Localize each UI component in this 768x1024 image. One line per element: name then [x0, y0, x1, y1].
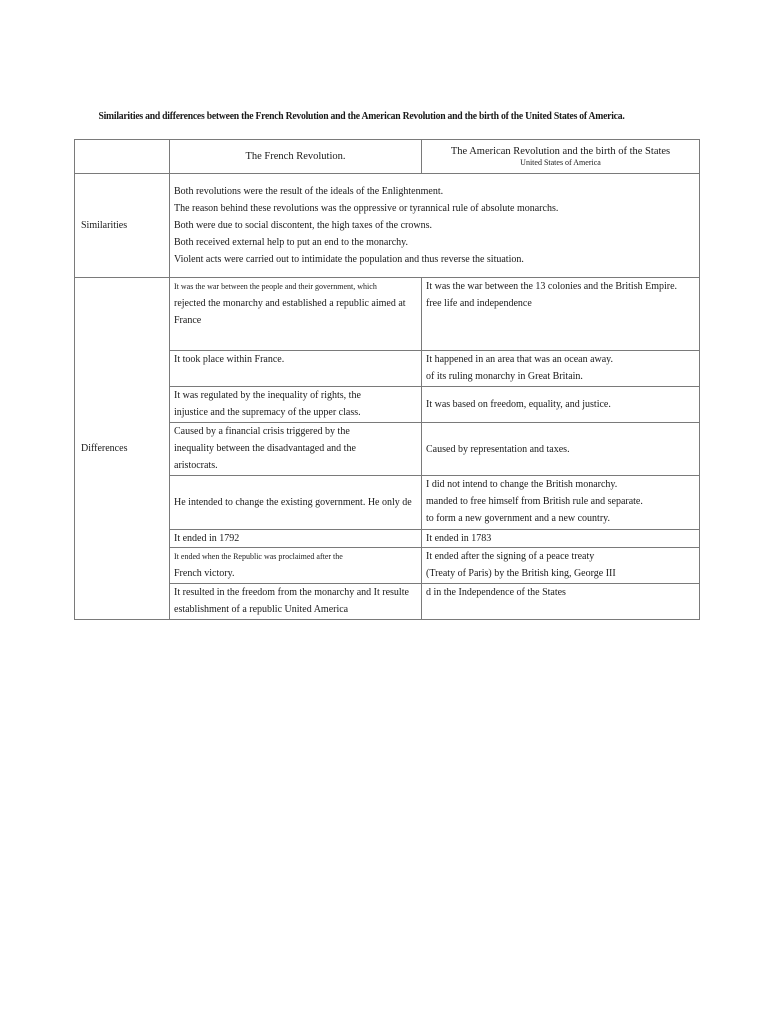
difference-text: It ended in 1783 — [426, 533, 492, 544]
difference-french-cell — [170, 423, 422, 476]
difference-french-cell — [170, 278, 422, 351]
difference-text: He intended to change the existing government. He only de — [174, 497, 412, 508]
similarity-item: The reason behind these revolutions was the oppressive or tyrannical rule of absolute monarchs. — [174, 203, 559, 214]
difference-american-cell — [422, 548, 700, 584]
difference-text: d in the Independence of the States — [426, 587, 566, 598]
difference-text: of its ruling monarchy in Great Britain. — [426, 371, 583, 382]
difference-text: France — [174, 315, 202, 326]
difference-american-cell — [422, 387, 700, 423]
difference-text: It was based on freedom, equality, and justice. — [426, 399, 611, 410]
difference-text: inequality between the disadvantaged and the — [174, 443, 356, 454]
comparison-table — [74, 139, 700, 620]
difference-american-cell — [422, 530, 700, 548]
difference-text: It took place within France. — [174, 354, 285, 365]
header-american-sub: United States of America — [520, 158, 601, 167]
similarities-cell — [170, 174, 700, 278]
document-title: Similarities and differences between the French Revolution and the American Revolution and the birth of the United States of America. — [98, 111, 625, 122]
difference-text: Caused by a financial crisis triggered by the — [174, 426, 350, 437]
difference-text: Caused by representation and taxes. — [426, 443, 570, 455]
difference-american-cell — [422, 476, 700, 530]
difference-text: (Treaty of Paris) by the British king, George III — [426, 568, 616, 579]
difference-text: aristocrats. — [174, 460, 218, 471]
difference-american-cell — [422, 278, 700, 351]
difference-french-cell — [170, 476, 422, 530]
row-label-differences: Differences — [75, 278, 170, 620]
difference-french-cell — [170, 387, 422, 423]
difference-text: I did not intend to change the British monarchy. — [426, 479, 618, 490]
difference-text: rejected the monarchy and established a republic aimed at — [174, 298, 406, 309]
difference-text: It ended in 1792 — [174, 533, 240, 544]
difference-american-cell — [422, 351, 700, 387]
difference-text: It was regulated by the inequality of rights, the — [174, 390, 361, 401]
difference-text: It resulted in the freedom from the monarchy and It resulte — [174, 587, 409, 598]
row-label-similarities: Similarities — [75, 174, 170, 278]
similarity-item: Both revolutions were the result of the ideals of the Enlightenment. — [174, 186, 444, 197]
difference-text: It happened in an area that was an ocean away. — [426, 354, 614, 365]
header-american-main: The American Revolution and the birth of the States — [450, 146, 671, 157]
similarity-item: Violent acts were carried out to intimidate the population and thus reverse the situation. — [174, 254, 524, 265]
header-american-revolution — [422, 140, 700, 174]
similarity-item: Both were due to social discontent, the high taxes of the crowns. — [174, 220, 432, 231]
difference-french-cell — [170, 530, 422, 548]
difference-french-cell — [170, 351, 422, 387]
difference-american-cell — [422, 584, 700, 620]
difference-text: It ended when the Republic was proclaimed after the — [174, 552, 343, 561]
difference-american-cell — [422, 423, 700, 476]
difference-text: It ended after the signing of a peace treaty — [426, 551, 595, 562]
header-row — [75, 140, 700, 174]
header-empty-cell — [75, 140, 170, 174]
difference-text: It was the war between the people and their government, which — [174, 282, 377, 291]
difference-row — [75, 278, 700, 351]
header-french-revolution: The French Revolution. — [170, 140, 422, 174]
difference-text: to form a new government and a new country. — [426, 513, 611, 524]
difference-text: It was the war between the 13 colonies and the British Empire. — [426, 281, 678, 292]
difference-text: free life and independence — [426, 298, 532, 309]
difference-text: manded to free himself from British rule and separate. — [426, 496, 643, 507]
difference-french-cell — [170, 584, 422, 620]
difference-french-cell — [170, 548, 422, 584]
similarity-item: Both received external help to put an end to the monarchy. — [174, 237, 408, 248]
difference-text: injustice and the supremacy of the upper class. — [174, 407, 361, 418]
similarities-row — [75, 174, 700, 278]
difference-text: establishment of a republic United America — [174, 604, 349, 615]
difference-text: French victory. — [174, 568, 235, 579]
